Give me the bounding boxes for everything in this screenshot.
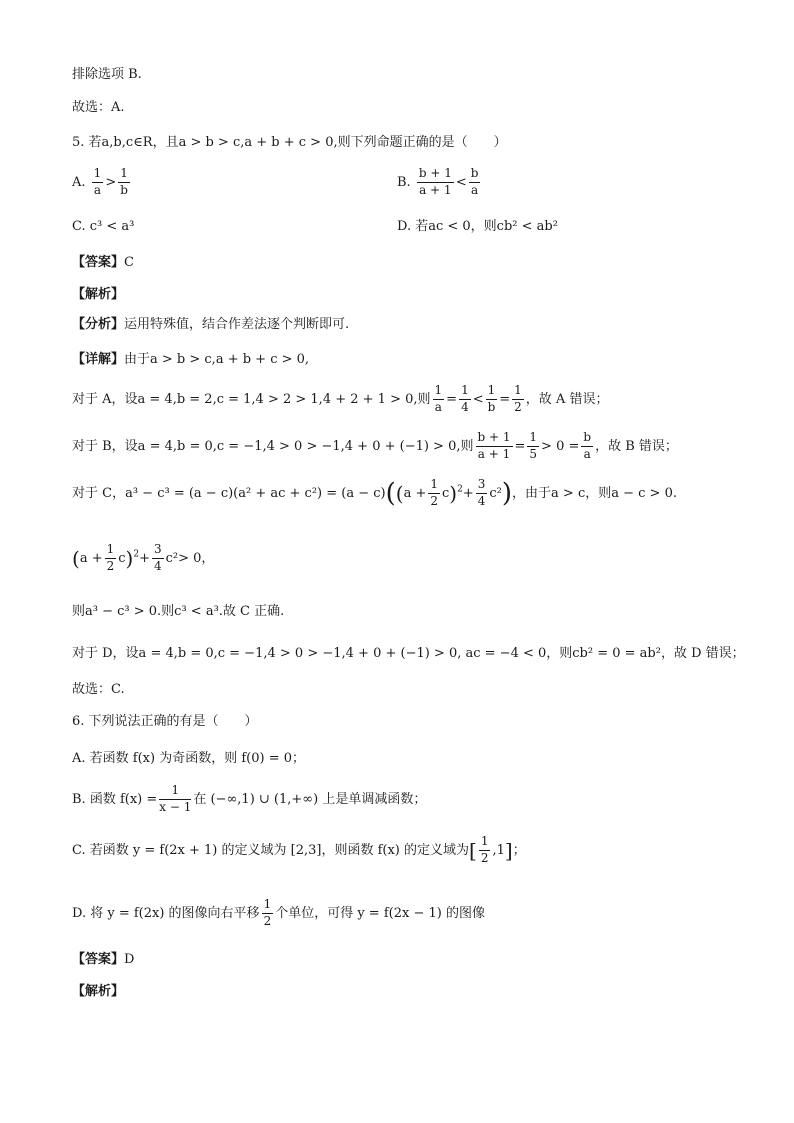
detail-5-case-c-conclusion: 则a³ − c³ > 0.则c³ < a³.故 C 正确. — [72, 604, 285, 619]
fraction: $\frac{1}{b}$ — [487, 383, 496, 414]
q5-option-a: A. $\frac{1}{a}$ > $\frac{1}{b}$ — [72, 166, 128, 197]
detail-5-case-a: 对于 A，设a = 4,b = 2,c = 1,4 > 2 > 1,4 + 2 + 1 > 0,则 $\frac{1}{a}$ = $\frac{1}{4}$ < $\frac{1}{b}$ = $\frac{1}{2}$ ，故 A 错误； — [72, 383, 609, 414]
fraction: $\frac{1}{2}$ — [480, 834, 489, 865]
fraction: $\frac{b}{a}$ — [470, 166, 479, 197]
q6-option-d: D. 将 y = f(2x) 的图像向右平移 $\frac{1}{2}$ 个单位，可得 y = f(2x − 1) 的图像 — [72, 897, 485, 928]
answer-6: 【答案】D — [72, 952, 135, 967]
detail-5-case-d: 对于 D，设a = 4,b = 0,c = −1,4 > 0 > −1,4 + 0 + (−1) > 0, ac = −4 < 0，则cb² = 0 = ab²，故 D 错误； — [72, 646, 745, 661]
q5-option-c: C. c³ < a³ — [72, 219, 135, 234]
detail-5-case-c: 对于 C，a³ − c³ = (a − c)(a² + ac + c²) = (a − c)((a + $\frac{1}{2}$ c)$^2$+ $\frac{3}{4}$ c²)，由于a > c，则a − c > 0. — [72, 477, 677, 509]
q6-option-c: C. 若函数 y = f(2x + 1) 的定义域为 [2,3]，则函数 f(x) 的定义域为[ $\frac{1}{2}$ ,1]； — [72, 834, 526, 865]
fraction: $\frac{b + 1}{a + 1}$ — [418, 166, 452, 197]
fraction: $\frac{3}{4}$ — [477, 477, 486, 508]
text-line: 排除选项 B. — [72, 67, 142, 82]
fraction: $\frac{1}{b}$ — [120, 166, 128, 197]
fraction: $\frac{b}{a}$ — [583, 430, 592, 461]
choose-5: 故选：C. — [72, 682, 125, 697]
answer-label: 【答案】 — [72, 952, 125, 967]
fraction: $\frac{1}{2}$ — [106, 542, 115, 573]
text-line: 故选：A. — [72, 100, 125, 115]
fraction: $\frac{1}{x - 1}$ — [159, 783, 192, 814]
fraction: $\frac{b + 1}{a + 1}$ — [477, 430, 511, 461]
fraction: $\frac{1}{5}$ — [529, 430, 538, 461]
fraction: $\frac{1}{4}$ — [461, 383, 469, 414]
analysis-6-label: 【解析】 — [72, 984, 125, 999]
fraction: $\frac{1}{2}$ — [430, 477, 439, 508]
fraction: $\frac{3}{4}$ — [153, 542, 162, 573]
analysis-5-label: 【解析】 — [72, 287, 125, 302]
detail-5-case-c-cont: (a + $\frac{1}{2}$ c)$^2$+ $\frac{3}{4}$ c²> 0， — [72, 542, 215, 573]
question-5-stem: 5. 若a,b,c∈R，且a > b > c,a + b + c > 0,则下列命题正确的是（ ） — [72, 135, 507, 150]
q5-option-b: B. $\frac{b + 1}{a + 1}$ < $\frac{b}{a}$ — [397, 166, 479, 197]
q6-option-b: B. 函数 f(x) = $\frac{1}{x - 1}$ 在 (−∞,1) ∪ (1,+∞) 上是单调减函数； — [72, 783, 427, 814]
analysis-5-hint: 【分析】运用特殊值，结合作差法逐个判断即可. — [72, 317, 350, 332]
fraction: $\frac{1}{a}$ — [434, 383, 443, 414]
fraction: $\frac{1}{2}$ — [263, 897, 272, 928]
fraction: $\frac{1}{a}$ — [93, 166, 102, 197]
fraction: $\frac{1}{2}$ — [514, 383, 522, 414]
detail-5: 【详解】由于a > b > c,a + b + c > 0, — [72, 352, 310, 367]
answer-label: 【答案】 — [72, 255, 125, 270]
q5-option-d: D. 若ac < 0，则cb² < ab² — [397, 219, 558, 234]
answer-5: 【答案】C — [72, 255, 134, 270]
question-6-stem: 6. 下列说法正确的有是（ ） — [72, 714, 258, 729]
q6-option-a: A. 若函数 f(x) 为奇函数，则 f(0) = 0； — [72, 751, 305, 766]
detail-5-case-b: 对于 B，设a = 4,b = 0,c = −1,4 > 0 > −1,4 + 0 + (−1) > 0,则 $\frac{b + 1}{a + 1}$ = $\frac{1}{5}$ > 0 = $\frac{b}{a}$ ，故 B 错误； — [72, 430, 678, 461]
